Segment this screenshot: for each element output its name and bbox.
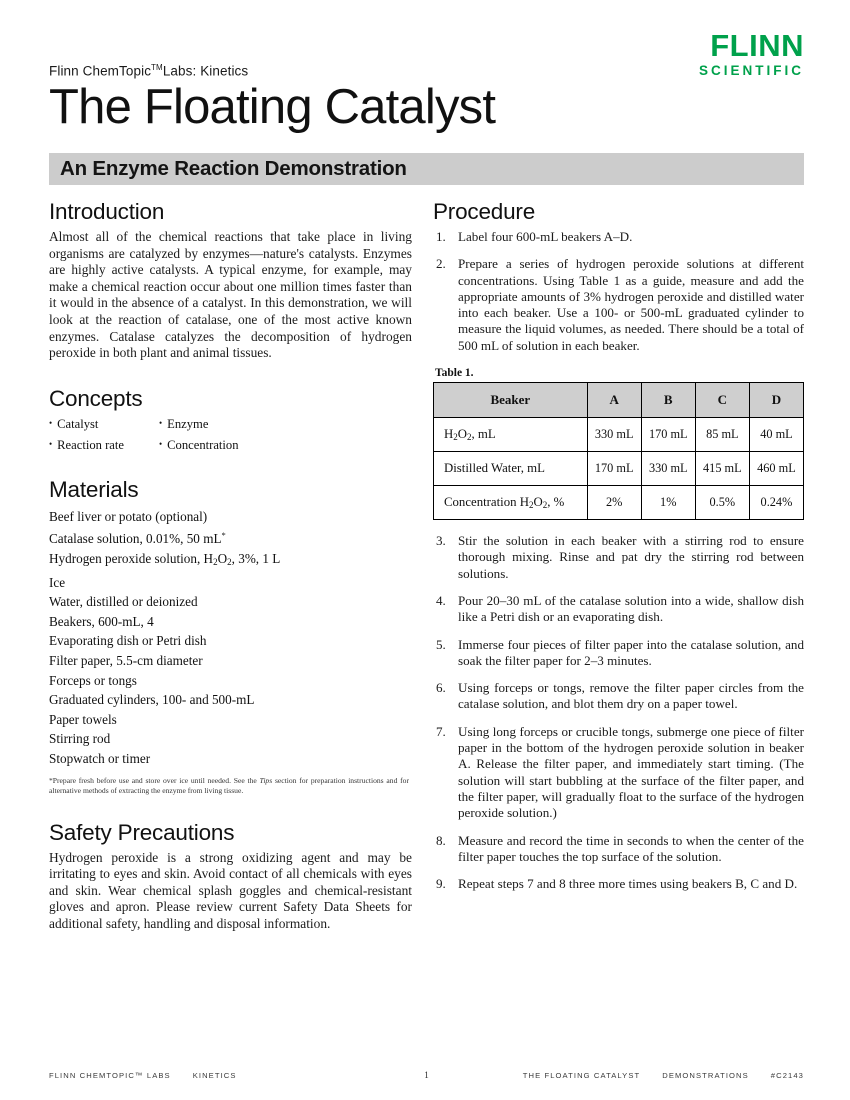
formula-mid: O [217,550,228,566]
table-header-row [434,383,804,418]
page-footer [49,1068,804,1082]
document-kicker [49,63,669,79]
formula-post: , % [547,495,565,510]
material-item: Beef liver or potato (optional) [49,508,208,524]
table-cell: 170 mL [587,452,641,486]
concepts-heading: Concepts [49,385,143,411]
procedure-step: Pour 20–30 mL of the catalase solution into a wide, shallow dish like a Petri dish or an evaporating dish. [458,592,804,625]
materials-footnote [49,776,409,795]
table-cell: 2% [587,486,641,520]
logo-wordmark: FLINN [710,28,804,63]
concept-item: • Reaction rate [49,437,159,453]
kicker-post: Labs: Kinetics [162,63,249,79]
table-row [434,452,804,486]
material-item: Graduated cylinders, 100- and 500-mL [49,692,255,708]
table-cell: 330 mL [587,418,641,452]
subscript: 2 [528,500,534,511]
procedure-step: Prepare a series of hydrogen peroxide solutions at different concentrations. Using Table 1 as a guide, measure and add the appropriate amounts of 3% hydrogen peroxide and distilled water into each beaker. Use a 100- or 500-mL graduated cylinder to measure the liquid volumes, as needed. There should be a total of 500 mL of solution in each beaker. [458,256,804,353]
table-row-label: Distilled Water, mL [434,452,588,486]
table-header-cell: A [587,383,641,418]
materials-heading: Materials [49,476,139,502]
table-cell: 0.5% [695,486,749,520]
materials-list [49,507,412,769]
footnote-marker: * [221,530,226,541]
safety-body: Hydrogen peroxide is a strong oxidizing agent and may be irritating to eyes and skin. Avoid contact of all chemicals with eyes and skin. Wear chemical splash goggles and chemical-resistant gloves and apron. Please review current Safety Data Sheets for additional safety, handling and disposal information. [49,849,412,932]
table-header-cell: C [695,383,749,418]
document-subtitle: An Enzyme Reaction Demonstration [60,157,407,180]
procedure-step: Using long forceps or crucible tongs, submerge one piece of filter paper in the bottom of the hydrogen peroxide solution in beaker A. Release the filter paper, and immediately start timing. (The solution will start bubbling at the surface of the filter paper, and the filter paper, will gradually float to the surface of the hydrogen peroxide solution.) [458,723,804,821]
material-item-suffix: , 3%, 1 L [231,550,281,566]
page-number: 1 [424,1070,429,1080]
material-item: Beakers, 600-mL, 4 [49,613,154,629]
footer-catalog-number: #C2143 [770,1070,804,1080]
procedure-step: Using forceps or tongs, remove the filter paper circles from the catalase solution, and blot them dry on a paper towel. [458,680,804,712]
subscript: 2 [453,432,458,443]
table-body [434,418,804,520]
concept-item: • Catalyst [49,416,159,432]
safety-heading: Safety Precautions [49,819,235,845]
right-column [433,199,804,903]
table-header-cell: B [641,383,695,418]
formula-pre: H [444,427,454,442]
material-item: Stirring rod [49,731,111,747]
table-cell: 85 mL [695,418,749,452]
subscript: 2 [213,556,218,567]
table-cell: 460 mL [749,452,803,486]
formula-pre: Concentration H [444,495,529,510]
kicker-pre: Flinn ChemTopic [49,63,152,79]
subscript: 2 [227,556,232,567]
procedure-step: Immerse four pieces of filter paper into the catalase solution, and soak the filter paper for 2–3 minutes. [458,636,804,668]
left-column [49,199,412,933]
material-item: Forceps or tongs [49,672,137,688]
masthead [49,63,669,132]
table-cell: 40 mL [749,418,803,452]
procedure-step: Stir the solution in each beaker with a stirring rod to ensure thorough mixing. Rinse and pat dry the stirring rod between solutions. [458,533,804,581]
material-item: Filter paper, 5.5-cm diameter [49,652,203,668]
material-item [49,526,412,549]
flinn-scientific-logo [699,30,804,78]
subtitle-banner [49,153,804,185]
formula-mid: O [533,495,543,510]
table-row-label [434,418,588,452]
material-item-label: Hydrogen peroxide solution, H [49,550,214,566]
material-item: Stopwatch or timer [49,750,151,766]
logo-tagline: SCIENTIFIC [698,63,804,78]
table-caption: Table 1. [435,367,474,380]
concepts-list [49,416,412,453]
introduction-body: Almost all of the chemical reactions that take place in living organisms are catalyzed by enzymes—nature's catalysts. Enzymes are highly active catalysts. A typical enzyme, for example, may make a chemical reaction occur about one million times faster than it would in the absence of a catalyst. In this demonstration, we will look at the reaction of catalase, one of the most active known enzymes. Catalase catalyzes the decomposition of hydrogen peroxide in both plant and animal tissues. [49,229,412,361]
footer-page-number-wrap [49,1070,804,1080]
footer-category: DEMONSTRATIONS [662,1070,749,1080]
footnote-post: section for preparation instructions and for alternative methods of extracting the enzyme from living tissue. [49,776,409,796]
table-row-label [434,486,588,520]
material-item: Evaporating dish or Petri dish [49,633,207,649]
table-cell: 1% [641,486,695,520]
footnote-emphasis: Tips [259,776,273,786]
trademark-mark: TM [151,63,163,72]
table-row [434,418,804,452]
table-header-cell: D [749,383,803,418]
page-title: The Floating Catalyst [49,79,496,134]
procedure-steps-part-one [433,229,804,354]
subscript: 2 [542,500,548,511]
subscript: 2 [467,432,472,443]
table-cell: 330 mL [641,452,695,486]
footer-topic: KINETICS [192,1070,237,1080]
procedure-step: Repeat steps 7 and 8 three more times using beakers B, C and D. [458,876,798,892]
procedure-step: Measure and record the time in seconds to when the center of the filter paper touches the top surface of the solution. [458,832,804,864]
material-item [49,549,412,573]
material-item: Water, distilled or deionized [49,594,198,610]
footnote-pre: *Prepare fresh before use and store over ice until needed. See the [49,776,260,786]
table-head [434,383,804,418]
table-cell: 170 mL [641,418,695,452]
procedure-step: Label four 600-mL beakers A–D. [458,229,633,244]
material-item: Paper towels [49,711,117,727]
concept-item: • Enzyme [159,416,412,432]
table-cell: 0.24% [749,486,803,520]
formula-mid: O [457,427,467,442]
procedure-steps-part-two [433,533,804,892]
footer-series: FLINN CHEMTOPIC™ LABS [49,1070,171,1080]
material-item-label: Catalase solution, 0.01%, 50 mL [49,531,222,547]
table-header-cell: Beaker [434,383,588,418]
footer-activity-title: THE FLOATING CATALYST [522,1070,641,1080]
material-item: Ice [49,574,66,590]
table-row [434,486,804,520]
concentration-table [433,382,804,520]
procedure-heading: Procedure [433,199,536,224]
introduction-heading: Introduction [49,199,165,224]
concept-item: • Concentration [159,437,412,453]
table-cell: 415 mL [695,452,749,486]
formula-post: , mL [471,427,496,442]
